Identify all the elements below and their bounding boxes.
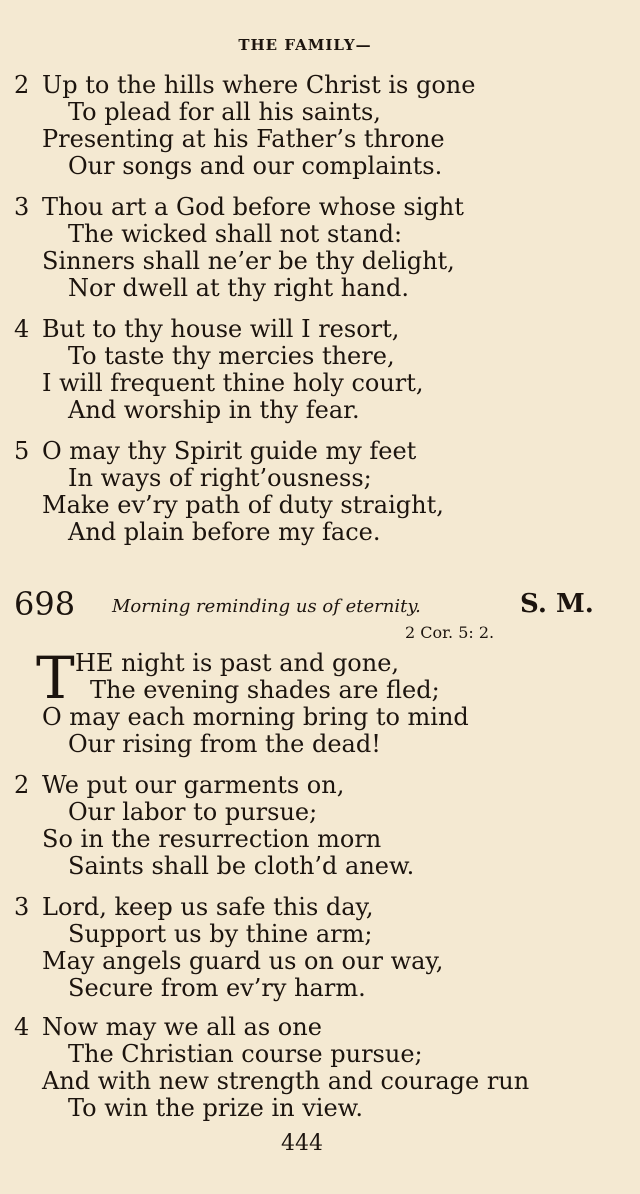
verse-line: So in the resurrection morn <box>42 825 382 853</box>
verse-line: Nor dwell at thy right hand. <box>68 274 409 302</box>
verse-line: Secure from ev’ry harm. <box>68 974 366 1002</box>
verse-line: O may each morning bring to mind <box>42 703 469 731</box>
verse-line: The Christian course pursue; <box>68 1040 423 1068</box>
verse-line: But to thy house will I resort, <box>42 315 400 343</box>
verse-line: To plead for all his saints, <box>68 98 381 126</box>
verse-line: Up to the hills where Christ is gone <box>42 71 476 99</box>
verse-line: Saints shall be cloth’d anew. <box>68 852 415 880</box>
verse-line: To win the prize in view. <box>68 1094 363 1122</box>
stanza-number: 3 <box>14 193 30 221</box>
verse-line: To taste thy mercies there, <box>68 342 395 370</box>
verse-line: Now may we all as one <box>42 1013 322 1041</box>
verse-line: I will frequent thine holy court, <box>42 369 424 397</box>
verse-line: Our songs and our complaints. <box>68 152 443 180</box>
verse-line: And with new strength and courage run <box>42 1067 530 1095</box>
verse-line: May angels guard us on our way, <box>42 947 444 975</box>
verse-line: And worship in thy fear. <box>68 396 360 424</box>
verse-line: We put our garments on, <box>42 771 345 799</box>
scripture-reference: 2 Cor. 5: 2. <box>405 623 495 642</box>
verse-line: The wicked shall not stand: <box>68 220 403 248</box>
verse-line: The evening shades are fled; <box>90 676 440 704</box>
verse-line: O may thy Spirit guide my feet <box>42 437 417 465</box>
stanza-number: 2 <box>14 771 30 799</box>
stanza-number: 3 <box>14 893 30 921</box>
verse-line: Sinners shall ne’er be thy delight, <box>42 247 455 275</box>
page-number: 444 <box>281 1131 323 1156</box>
hymn-meter: S. M. <box>520 589 594 619</box>
verse-line: Our labor to pursue; <box>68 798 318 826</box>
stanza-number: 5 <box>14 437 30 465</box>
hymn-title: Morning reminding us of eternity. <box>112 596 421 617</box>
verse-line: HE night is past and gone, <box>75 649 400 677</box>
stanza-number: 2 <box>14 71 30 99</box>
hymn-number: 698 <box>14 585 76 623</box>
verse-line: Make ev’ry path of duty straight, <box>42 491 444 519</box>
verse-line: Lord, keep us safe this day, <box>42 893 374 921</box>
verse-line: Support us by thine arm; <box>68 920 373 948</box>
drop-cap: T <box>36 644 75 712</box>
stanza-number: 4 <box>14 315 30 343</box>
verse-line: Presenting at his Father’s throne <box>42 125 445 153</box>
stanza-number: 4 <box>14 1013 30 1041</box>
verse-line: Thou art a God before whose sight <box>42 193 464 221</box>
verse-line: And plain before my face. <box>68 518 381 546</box>
running-header: THE FAMILY— <box>238 36 372 54</box>
verse-line: Our rising from the dead! <box>68 730 381 758</box>
verse-line: In ways of right’ousness; <box>68 464 372 492</box>
